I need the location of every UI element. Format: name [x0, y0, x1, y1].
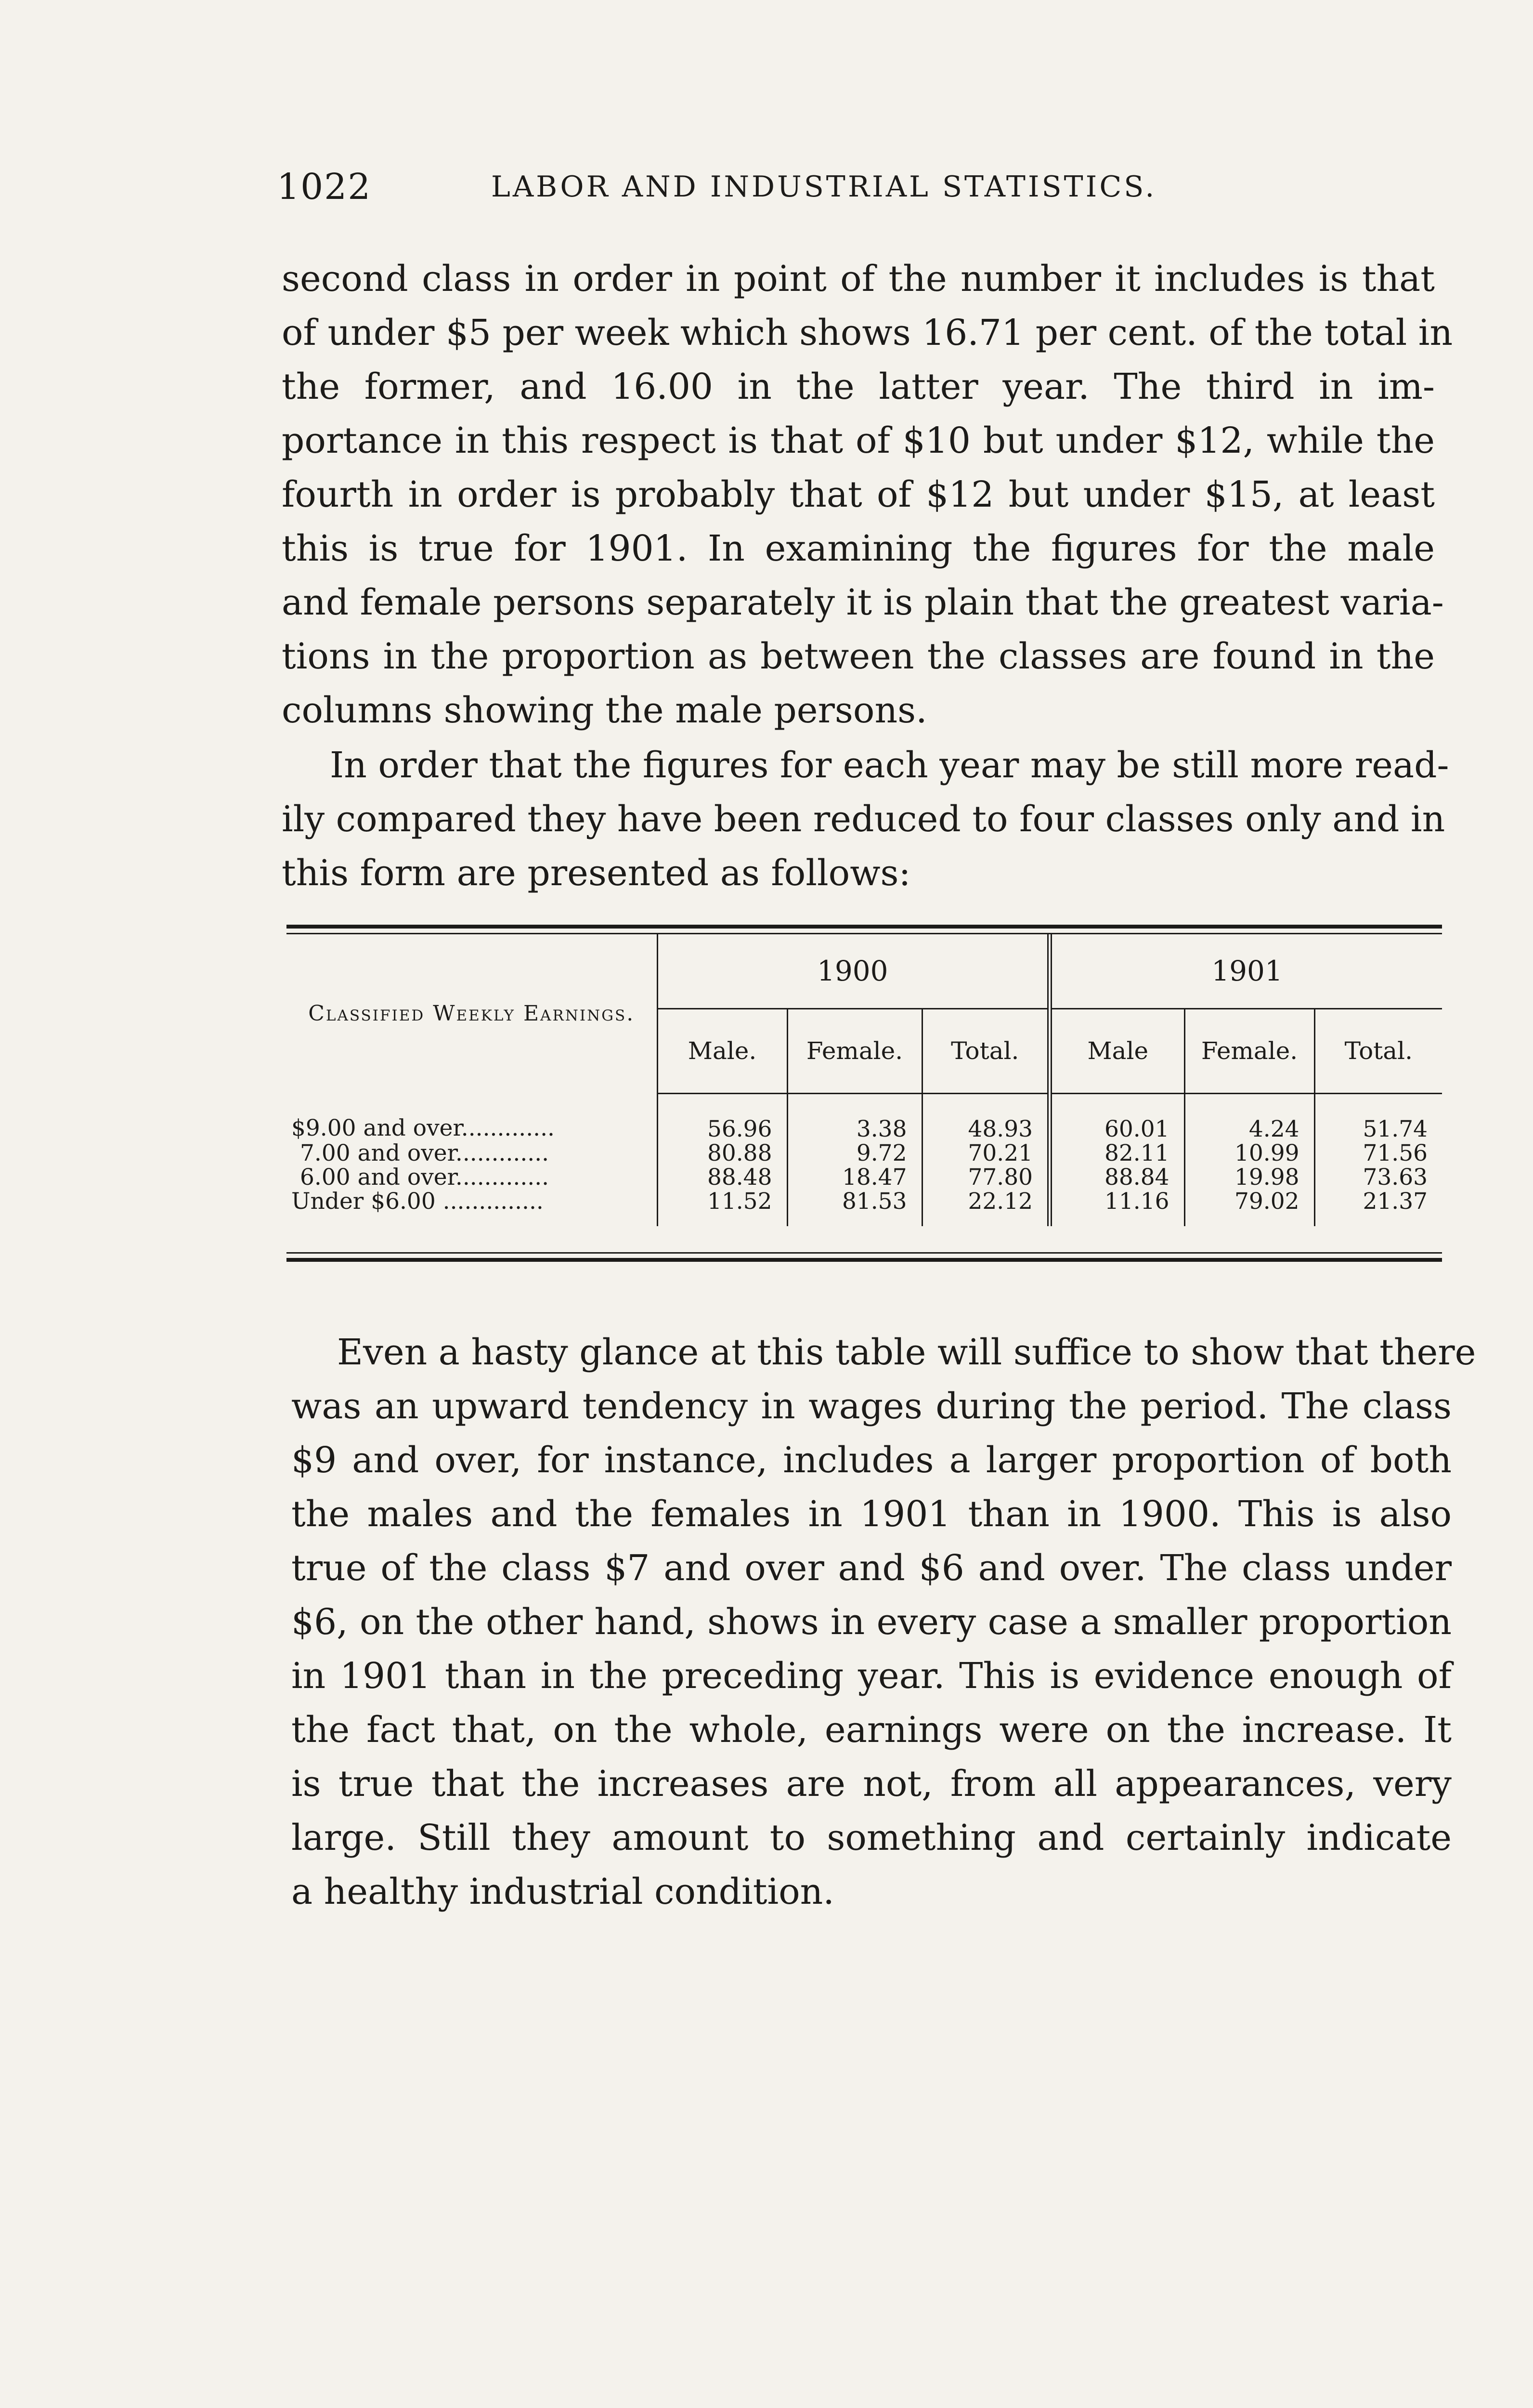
paragraph-line: in 1901 than in the preceding year. This is evidence enough of — [291, 1655, 1452, 1697]
table-cell: 3.38 — [787, 1093, 922, 1141]
running-head — [277, 166, 1437, 219]
paragraph-3 — [291, 1325, 1476, 1919]
row-label: 6.00 and over............. — [286, 1165, 657, 1190]
paragraph-line: was an upward tendency in wages during the period. The class — [291, 1386, 1452, 1427]
paragraph-line: of under $5 per week which shows 16.71 per cent. of the total in — [282, 312, 1453, 353]
paragraph-line: the males and the females in 1901 than in 1900. This is also — [291, 1493, 1452, 1535]
paragraph-line: the former, and 16.00 in the latter year. The third in im- — [282, 366, 1435, 407]
paragraph-line: the fact that, on the whole, earnings were on the increase. It — [291, 1709, 1452, 1751]
table-cell: 56.96 — [657, 1093, 787, 1141]
table-cell: 71.56 — [1363, 1139, 1428, 1166]
table-row — [286, 1093, 1442, 1141]
column-header: Male. — [657, 1008, 787, 1093]
column-header: Female. — [787, 1008, 922, 1093]
table-cell: 21.37 — [1363, 1188, 1428, 1215]
table-cell: 9.72 — [787, 1141, 922, 1165]
table-cell: 81.53 — [787, 1190, 922, 1226]
row-label: 7.00 and over............. — [286, 1141, 657, 1165]
paragraph-line: and female persons separately it is plain that the greatest varia- — [282, 582, 1444, 623]
paragraph-line: columns showing the male persons. — [282, 690, 927, 731]
column-header: Male — [1050, 1008, 1184, 1093]
table-cell: 82.11 — [1050, 1141, 1184, 1165]
paragraph-line: In order that the figures for each year may be still more read- — [330, 745, 1449, 786]
paragraph-line: fourth in order is probably that of $12 but under $15, at least — [282, 474, 1435, 515]
table-cell: 80.88 — [657, 1141, 787, 1165]
paragraph-line: portance in this respect is that of $10 but under $12, while the — [282, 420, 1435, 461]
table-top-rule — [286, 925, 1442, 934]
earnings-table-grid — [286, 934, 1442, 1226]
table-cell: 19.98 — [1184, 1165, 1314, 1190]
paragraph-line: large. Still they amount to something and certainly indicate — [291, 1817, 1452, 1858]
paragraph-line: this is true for 1901. In examining the figures for the male — [282, 528, 1435, 569]
running-head-title: LABOR AND INDUSTRIAL STATISTICS. — [491, 170, 1157, 204]
paragraph-line: tions in the proportion as between the classes are found in the — [282, 636, 1435, 677]
paragraph-1 — [282, 252, 1453, 737]
table-bottom-rule — [286, 1252, 1442, 1262]
table-cell: 22.12 — [922, 1190, 1050, 1226]
table-cell: 11.52 — [657, 1190, 787, 1226]
table-cell: 60.01 — [1050, 1093, 1184, 1141]
column-header: Female. — [1184, 1008, 1314, 1093]
page-number: 1022 — [277, 166, 372, 208]
year-header-1901: 1901 — [1050, 934, 1442, 1008]
column-header: Total. — [1314, 1008, 1442, 1093]
table-cell: 48.93 — [922, 1093, 1050, 1141]
table-cell: 73.63 — [1363, 1164, 1428, 1191]
paragraph-line: a healthy industrial condition. — [291, 1871, 834, 1912]
table-cell: 88.48 — [657, 1165, 787, 1190]
table-cell: 77.80 — [922, 1165, 1050, 1190]
table-cell: 11.16 — [1050, 1190, 1184, 1226]
table-cell: 88.84 — [1050, 1165, 1184, 1190]
table-cell: 70.21 — [922, 1141, 1050, 1165]
paragraph-line: is true that the increases are not, from all appearances, very — [291, 1763, 1452, 1805]
table-cell: 4.24 — [1184, 1093, 1314, 1141]
stub-header: Classified Weekly Earnings. — [286, 934, 657, 1093]
paragraph-line: this form are presented as follows: — [282, 852, 911, 894]
paragraph-line: $6, on the other hand, shows in every case a smaller proportion — [291, 1601, 1452, 1643]
table-cell: 79.02 — [1184, 1190, 1314, 1226]
year-header-1900: 1900 — [657, 934, 1050, 1008]
table-cell: 10.99 — [1184, 1141, 1314, 1165]
table-cell: 51.74 — [1363, 1115, 1428, 1142]
paragraph-line: Even a hasty glance at this table will suffice to show that there — [337, 1332, 1476, 1373]
row-label: Under $6.00 .............. — [286, 1190, 657, 1226]
paragraph-line: second class in order in point of the number it includes is that — [282, 258, 1435, 300]
table-cell: 18.47 — [787, 1165, 922, 1190]
row-label: $9.00 and over............. — [286, 1093, 657, 1141]
paragraph-line: true of the class $7 and over and $6 and over. The class under — [291, 1547, 1452, 1589]
paragraph-2 — [282, 738, 1449, 900]
earnings-table — [286, 925, 1442, 1262]
table-row — [286, 1190, 1442, 1226]
column-header: Total. — [922, 1008, 1050, 1093]
table-row — [286, 1165, 1442, 1190]
paragraph-line: ily compared they have been reduced to four classes only and in — [282, 798, 1445, 840]
paragraph-line: $9 and over, for instance, includes a larger proportion of both — [291, 1440, 1452, 1481]
table-row — [286, 1141, 1442, 1165]
